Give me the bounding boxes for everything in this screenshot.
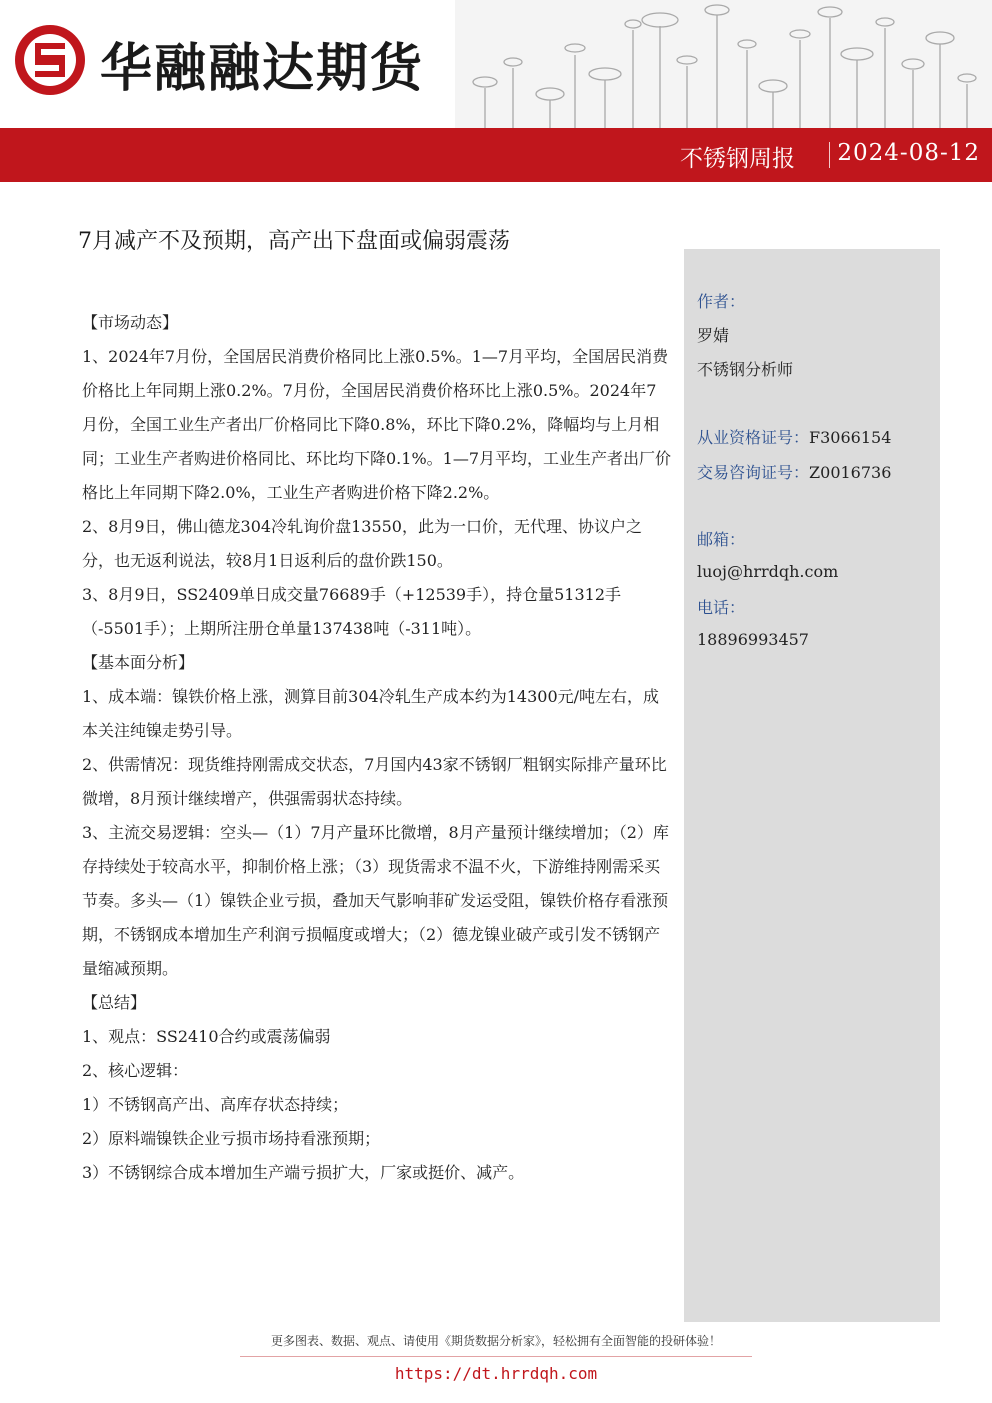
section-heading: 【市场动态】	[82, 313, 179, 332]
paragraph: 3、8月9日，SS2409单日成交量76689手（+12539手），持仓量51312手（-5501手）；上期所注册仓单量137438吨（-311吨）。	[82, 585, 622, 638]
email-value[interactable]: luoj@hrrdqh.com	[697, 562, 839, 581]
footer-link[interactable]: https://dt.hrrdqh.com	[394, 1364, 598, 1383]
paragraph: 2）原料端镍铁企业亏损市场持看涨预期；	[82, 1129, 381, 1148]
company-name: 华融融达期货	[100, 39, 425, 99]
phone-value: 18896993457	[697, 630, 809, 649]
qualification-label: 从业资格证号：	[697, 428, 810, 447]
footer-note: 更多图表、数据、观点、请使用《期货数据分析家》，轻松拥有全面智能的投研体验！	[270, 1334, 721, 1348]
consult-label: 交易咨询证号：	[697, 463, 810, 482]
header-separator	[829, 142, 830, 168]
consult-row	[697, 460, 891, 483]
report-title: 7月减产不及预期，高产出下盘面或偏弱震荡	[78, 229, 510, 254]
author-sidebar	[684, 249, 940, 1322]
report-body	[82, 306, 672, 1190]
section-heading: 【总结】	[82, 993, 147, 1012]
author-title: 不锈钢分析师	[697, 360, 794, 379]
qualification-number: F3066154	[809, 428, 892, 447]
paragraph: 1、2024年7月份，全国居民消费价格同比上涨0.5%。1—7月平均，全国居民消费价格比上年同期上涨0.2%。7月份，全国居民消费价格环比上涨0.5%。2024年7月份，全国工业生产者出厂价格同比下降0.8%，环比下降0.2%，降幅均与上月相同；工业生产者购进价格同比、环比均下降0.1%。1—7月平均，工业生产者出厂价格比上年同期下降2.0%，工业生产者购进价格下降2.2%。	[82, 347, 672, 502]
header-decoration	[455, 0, 992, 128]
paragraph: 3）不锈钢综合成本增加生产端亏损扩大，厂家或挺价、减产。	[82, 1163, 525, 1182]
paragraph: 3、主流交易逻辑：空头—（1）7月产量环比微增，8月产量预计继续增加；（2）库存持续处于较高水平，抑制价格上涨；（3）现货需求不温不火，下游维持刚需采买节奏。多头—（1）镍铁企业亏损，叠加天气影响菲矿发运受阻，镍铁价格存看涨预期，不锈钢成本增加生产利润亏损幅度或增大；（2）德龙镍业破产或引发不锈钢产量缩减预期。	[82, 823, 669, 978]
author-label: 作者：	[697, 292, 746, 311]
paragraph: 2、核心逻辑：	[82, 1061, 189, 1080]
page-header	[0, 0, 992, 128]
section-heading: 【基本面分析】	[82, 653, 195, 672]
author-name: 罗婧	[697, 326, 730, 345]
email-label: 邮箱：	[697, 530, 746, 549]
report-type: 不锈钢周报	[680, 146, 795, 172]
footer-divider	[240, 1356, 752, 1357]
company-logo	[12, 22, 88, 98]
paragraph: 2、供需情况：现货维持刚需成交状态，7月国内43家不锈钢厂粗钢实际排产量环比微增，8月预计继续增产，供强需弱状态持续。	[82, 755, 667, 808]
qualification-row	[697, 425, 891, 448]
phone-label: 电话：	[697, 598, 746, 617]
consult-number: Z0016736	[809, 463, 892, 482]
report-date: 2024-08-12	[837, 140, 980, 166]
paragraph: 1、观点：SS2410合约或震荡偏弱	[82, 1027, 331, 1046]
paragraph: 2、8月9日，佛山德龙304冷轧询价盘13550，此为一口价，无代理、协议户之分，也无返利说法，较8月1日返利后的盘价跌150。	[82, 517, 642, 570]
paragraph: 1、成本端：镍铁价格上涨，测算目前304冷轧生产成本约为14300元/吨左右，成本关注纯镍走势引导。	[82, 687, 660, 740]
paragraph: 1）不锈钢高产出、高库存状态持续；	[82, 1095, 349, 1114]
